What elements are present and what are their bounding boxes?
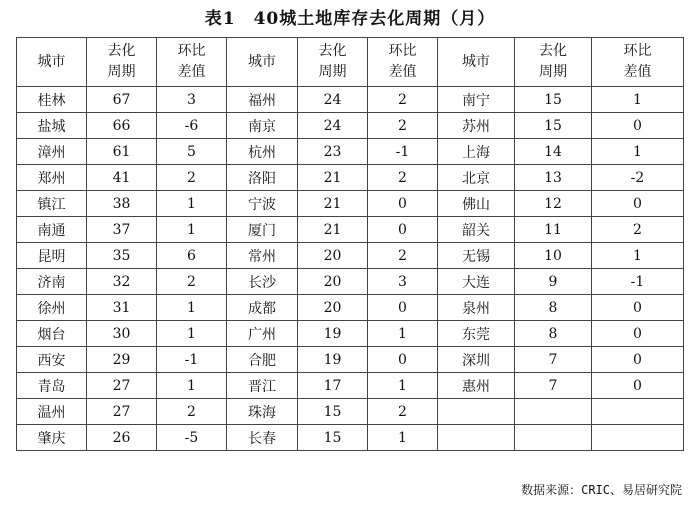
table-cell: 32: [87, 269, 157, 295]
table-row: [17, 87, 684, 113]
table-cell: -1: [157, 347, 227, 373]
table-cell: 41: [87, 165, 157, 191]
table-title: 表1 40城土地库存去化周期（月）: [204, 9, 496, 29]
table-cell: 11: [515, 217, 592, 243]
table-cell: 3: [368, 269, 438, 295]
table-cell: 宁波: [227, 191, 298, 217]
table-cell: 漳州: [17, 139, 87, 165]
table-cell: 杭州: [227, 139, 298, 165]
table-cell: 27: [87, 399, 157, 425]
table-cell: 21: [298, 191, 368, 217]
table-cell: 10: [515, 243, 592, 269]
table-cell: 8: [515, 321, 592, 347]
table-cell: 0: [592, 321, 684, 347]
table-cell: [438, 399, 515, 425]
table-cell: 15: [515, 113, 592, 139]
column-header: [17, 38, 87, 87]
column-header-line: 环比: [388, 43, 417, 59]
table-cell: 南通: [17, 217, 87, 243]
data-source-note: 数据来源：CRIC、易居研究院: [521, 483, 682, 497]
column-header-line: 差值: [623, 64, 652, 80]
column-header: [592, 38, 684, 87]
column-header-line: 去化: [539, 43, 567, 59]
column-header: [157, 38, 227, 87]
table-cell: 西安: [17, 347, 87, 373]
table-cell: 19: [298, 347, 368, 373]
table-cell: 0: [592, 295, 684, 321]
column-header-line: 周期: [539, 64, 567, 80]
table-cell: 肇庆: [17, 425, 87, 451]
table-cell: 21: [298, 217, 368, 243]
table-cell: 常州: [227, 243, 298, 269]
table-cell: 1: [368, 373, 438, 399]
table-cell: 大连: [438, 269, 515, 295]
table-row: [17, 425, 684, 451]
table-cell: 7: [515, 373, 592, 399]
table-cell: 东莞: [438, 321, 515, 347]
table-cell: -1: [592, 269, 684, 295]
table-cell: 无锡: [438, 243, 515, 269]
table-cell: [592, 399, 684, 425]
table-cell: 2: [368, 165, 438, 191]
table-cell: 38: [87, 191, 157, 217]
table-cell: 6: [157, 243, 227, 269]
column-header: [515, 38, 592, 87]
table-cell: -1: [368, 139, 438, 165]
table-row: [17, 321, 684, 347]
table-cell: 61: [87, 139, 157, 165]
table-cell: 厦门: [227, 217, 298, 243]
column-header: [438, 38, 515, 87]
table-cell: 南京: [227, 113, 298, 139]
table-cell: 21: [298, 165, 368, 191]
table-cell: 济南: [17, 269, 87, 295]
table-cell: 29: [87, 347, 157, 373]
table-cell: 昆明: [17, 243, 87, 269]
table-cell: 1: [592, 139, 684, 165]
table-cell: 佛山: [438, 191, 515, 217]
table-cell: 晋江: [227, 373, 298, 399]
table-cell: 14: [515, 139, 592, 165]
table-cell: 2: [592, 217, 684, 243]
table-cell: 31: [87, 295, 157, 321]
table-cell: 深圳: [438, 347, 515, 373]
table-cell: 合肥: [227, 347, 298, 373]
table-cell: 1: [368, 425, 438, 451]
table-cell: 温州: [17, 399, 87, 425]
table-cell: 1: [157, 373, 227, 399]
header-row: [17, 38, 684, 87]
column-header-line: 周期: [318, 64, 347, 80]
column-header-line: 周期: [107, 64, 136, 80]
table-cell: 南宁: [438, 87, 515, 113]
table-cell: 12: [515, 191, 592, 217]
table-cell: 1: [157, 321, 227, 347]
table-cell: 8: [515, 295, 592, 321]
column-header: [298, 38, 368, 87]
table-cell: 20: [298, 295, 368, 321]
table-cell: 烟台: [17, 321, 87, 347]
table-cell: 1: [157, 217, 227, 243]
table-cell: 35: [87, 243, 157, 269]
table-cell: -6: [157, 113, 227, 139]
table-cell: 1: [157, 295, 227, 321]
table-cell: 2: [157, 399, 227, 425]
table-cell: 0: [592, 373, 684, 399]
table-cell: 盐城: [17, 113, 87, 139]
table-cell: 成都: [227, 295, 298, 321]
column-header-line: 差值: [388, 64, 417, 80]
column-header-line: 城市: [462, 53, 490, 70]
table-cell: 福州: [227, 87, 298, 113]
table-cell: 青岛: [17, 373, 87, 399]
table-cell: 0: [368, 191, 438, 217]
column-header-line: 去化: [318, 43, 347, 59]
table-cell: 0: [592, 113, 684, 139]
table-row: [17, 373, 684, 399]
table-cell: 洛阳: [227, 165, 298, 191]
table-cell: 9: [515, 269, 592, 295]
table-cell: 7: [515, 347, 592, 373]
table-cell: 上海: [438, 139, 515, 165]
table-cell: 泉州: [438, 295, 515, 321]
table-cell: 桂林: [17, 87, 87, 113]
table-cell: [592, 425, 684, 451]
table-cell: 2: [368, 399, 438, 425]
table-cell: 北京: [438, 165, 515, 191]
table-cell: 2: [157, 165, 227, 191]
table-cell: 0: [368, 217, 438, 243]
table-row: [17, 347, 684, 373]
table-cell: 韶关: [438, 217, 515, 243]
table-row: [17, 191, 684, 217]
table-cell: 2: [157, 269, 227, 295]
destocking-cycle-table: [16, 37, 684, 451]
table-cell: 26: [87, 425, 157, 451]
table-row: [17, 165, 684, 191]
table-cell: 2: [368, 113, 438, 139]
table-cell: 1: [157, 191, 227, 217]
table-cell: [515, 399, 592, 425]
table-cell: 惠州: [438, 373, 515, 399]
column-header-line: 环比: [177, 43, 206, 59]
column-header-line: 环比: [623, 43, 652, 59]
table-cell: 0: [368, 347, 438, 373]
table-cell: 15: [515, 87, 592, 113]
table-cell: 2: [368, 243, 438, 269]
table-cell: 2: [368, 87, 438, 113]
table-row: [17, 113, 684, 139]
table-row: [17, 399, 684, 425]
table-cell: 24: [298, 113, 368, 139]
table-cell: 徐州: [17, 295, 87, 321]
column-header: [368, 38, 438, 87]
table-cell: 镇江: [17, 191, 87, 217]
table-cell: 5: [157, 139, 227, 165]
table-cell: 20: [298, 269, 368, 295]
table-cell: 13: [515, 165, 592, 191]
table-cell: 0: [592, 347, 684, 373]
table-cell: 1: [592, 243, 684, 269]
table-row: [17, 139, 684, 165]
table-cell: 1: [592, 87, 684, 113]
table-cell: 67: [87, 87, 157, 113]
column-header: [87, 38, 157, 87]
table-cell: 长沙: [227, 269, 298, 295]
table-cell: 广州: [227, 321, 298, 347]
table-row: [17, 243, 684, 269]
table-cell: 17: [298, 373, 368, 399]
table-cell: 24: [298, 87, 368, 113]
table-row: [17, 269, 684, 295]
table-cell: 苏州: [438, 113, 515, 139]
table-cell: 珠海: [227, 399, 298, 425]
table-cell: 15: [298, 399, 368, 425]
table-cell: [515, 425, 592, 451]
table-cell: 1: [368, 321, 438, 347]
table-row: [17, 217, 684, 243]
table-cell: 20: [298, 243, 368, 269]
column-header: [227, 38, 298, 87]
table-cell: 30: [87, 321, 157, 347]
table-cell: [438, 425, 515, 451]
column-header-line: 城市: [248, 53, 276, 70]
table-cell: 长春: [227, 425, 298, 451]
table-cell: 3: [157, 87, 227, 113]
table-cell: 23: [298, 139, 368, 165]
table-cell: -2: [592, 165, 684, 191]
table-cell: 27: [87, 373, 157, 399]
column-header-line: 去化: [107, 43, 136, 59]
table-cell: 15: [298, 425, 368, 451]
table-row: [17, 295, 684, 321]
column-header-line: 差值: [177, 64, 206, 80]
table-cell: 66: [87, 113, 157, 139]
table-cell: 37: [87, 217, 157, 243]
table-cell: 19: [298, 321, 368, 347]
table-cell: 0: [592, 191, 684, 217]
table-cell: -5: [157, 425, 227, 451]
table-cell: 郑州: [17, 165, 87, 191]
table-cell: 0: [368, 295, 438, 321]
column-header-line: 城市: [37, 53, 66, 70]
